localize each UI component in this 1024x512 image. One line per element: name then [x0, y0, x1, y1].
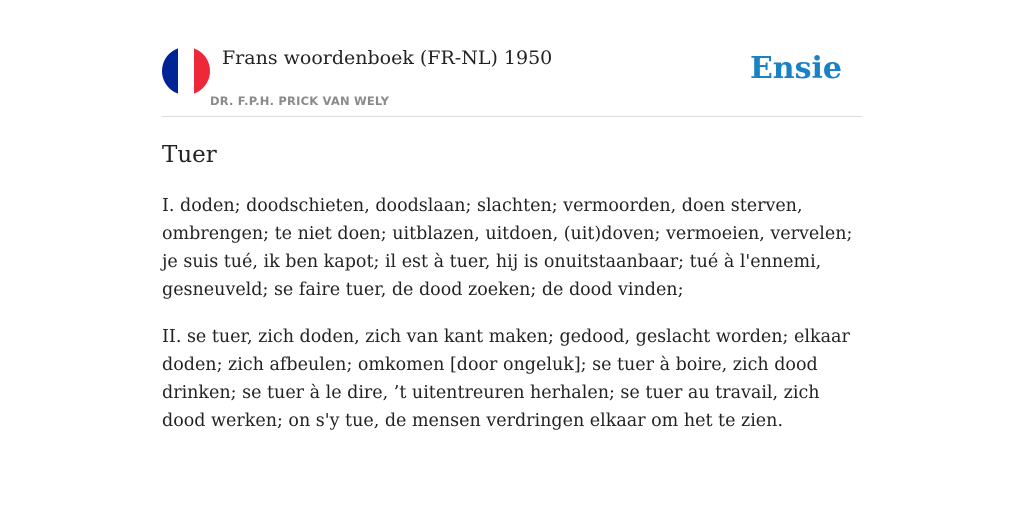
dictionary-title: Frans woordenboek (FR-NL) 1950: [222, 47, 553, 69]
dictionary-header: [162, 0, 862, 117]
entry-definitions: [162, 192, 862, 454]
entry-title: Tuer: [162, 142, 217, 168]
dictionary-author: DR. F.P.H. PRICK VAN WELY: [210, 94, 390, 108]
definition-paragraph: II. se tuer, zich doden, zich van kant maken; gedood, geslacht worden; elkaar doden; zich afbeulen; omkomen [door ongeluk]; se tuer à boire, zich dood drinken; se tuer à le dire, ’t uitentreuren herhalen; se tuer au travail, zich dood werken; on s'y tue, de mensen verdringen elkaar om het te zien.: [162, 327, 850, 431]
dictionary-card: [162, 0, 862, 431]
ensie-logo-link[interactable]: Ensie: [749, 51, 842, 86]
flag-stripe-red: [194, 47, 210, 95]
france-flag-icon: [162, 47, 210, 95]
flag-stripe-blue: [162, 47, 178, 95]
flag-stripe-white: [178, 47, 194, 95]
definition-paragraph: I. doden; doodschieten, doodslaan; slachten; vermoorden, doen sterven, ombrengen; te niet doen; uitblazen, uitdoen, (uit)doven; vermoeien, vervelen; je suis tué, ik ben kapot; il est à tuer, hij is onuitstaanbaar; tué à l'ennemi, gesneuveld; se faire tuer, de dood zoeken; de dood vinden;: [162, 196, 853, 300]
